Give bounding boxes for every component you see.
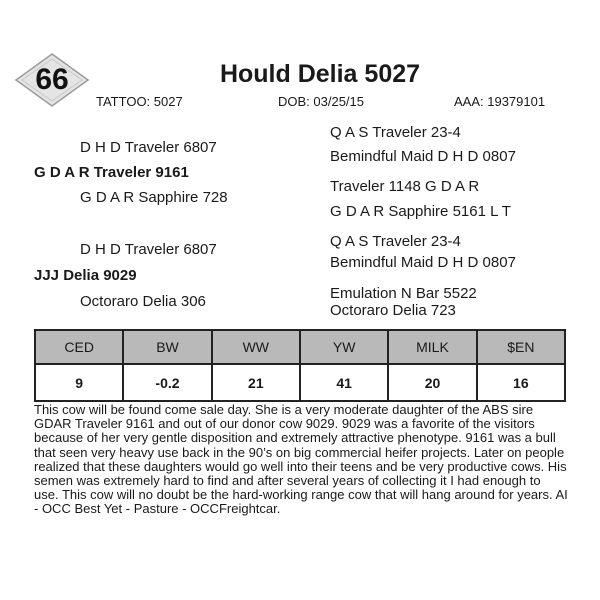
sire: G D A R Traveler 9161 <box>34 164 189 181</box>
epd-table <box>34 329 566 402</box>
sire-dam-sire: Traveler 1148 G D A R <box>330 178 480 195</box>
description-text: This cow will be found come sale day. She is a very moderate daughter of the ABS sire GDAR Traveler 9161 and out of our donor cow 9029. 9029 was a favorite of the visitors because of her very gentle disposition and extremely attractive phenotype. 9161 was a bull that seen very heavy use back in the 90’s on big commercial heifer projects. Later on people realized that these daughters would go well into their teens and be very productive cows. His semen was extremely hard to find and after several years of collecting it I had enough to use. This cow will no doubt be the hard-working range cow that will hang around for years. AI - OCC Best Yet - Pasture - OCCFreightcar. <box>34 402 568 517</box>
dam-sire-dam: Bemindful Maid D H D 0807 <box>330 254 516 271</box>
dam-sire-sire: Q A S Traveler 23-4 <box>330 233 461 250</box>
animal-title: Hould Delia 5027 <box>219 60 421 88</box>
dam-sire: D H D Traveler 6807 <box>80 241 217 258</box>
epd-value-bw: -0.2 <box>123 364 211 401</box>
epd-header-ced: CED <box>35 330 123 364</box>
dob-label: DOB: 03/25/15 <box>278 94 364 109</box>
dam-dam-dam: Octoraro Delia 723 <box>330 302 456 319</box>
epd-header-yw: YW <box>300 330 388 364</box>
lot-number: 66 <box>35 63 69 96</box>
epd-header-milk: MILK <box>388 330 476 364</box>
epd-header-en: $EN <box>477 330 565 364</box>
sire-dam-dam: G D A R Sapphire 5161 L T <box>330 203 511 220</box>
tattoo-label: TATTOO: 5027 <box>96 94 183 109</box>
epd-value-yw: 41 <box>300 364 388 401</box>
epd-value-en: 16 <box>477 364 565 401</box>
sire-sire-dam: Bemindful Maid D H D 0807 <box>330 148 516 165</box>
dam: JJJ Delia 9029 <box>34 267 137 284</box>
sire-sire: D H D Traveler 6807 <box>80 139 217 156</box>
epd-value-row <box>35 364 565 401</box>
epd-value-ced: 9 <box>35 364 123 401</box>
aaa-label: AAA: 19379101 <box>454 94 546 109</box>
epd-header-ww: WW <box>212 330 300 364</box>
epd-header-bw: BW <box>123 330 211 364</box>
epd-header-row <box>35 330 565 364</box>
dam-dam-sire: Emulation N Bar 5522 <box>330 285 477 302</box>
epd-value-ww: 21 <box>212 364 300 401</box>
epd-value-milk: 20 <box>388 364 476 401</box>
sire-sire-sire: Q A S Traveler 23-4 <box>330 124 461 141</box>
dam-dam: Octoraro Delia 306 <box>80 293 206 310</box>
sire-dam: G D A R Sapphire 728 <box>80 189 228 206</box>
